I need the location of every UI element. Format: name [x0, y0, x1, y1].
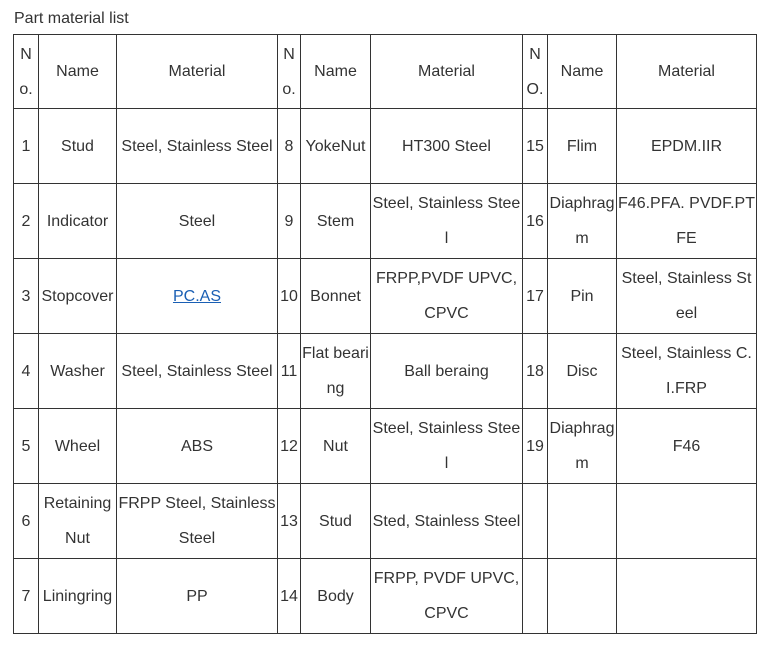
part-material: Sted, Stainless Steel	[371, 484, 523, 559]
header-name: Name	[39, 35, 117, 109]
part-material-table	[13, 34, 757, 634]
part-name: Flat bearing	[301, 334, 371, 409]
part-name: Bonnet	[301, 259, 371, 334]
header-material: Material	[617, 35, 757, 109]
part-material: Steel, Stainless Steel	[371, 184, 523, 259]
part-no: 1	[14, 109, 39, 184]
table-row	[14, 259, 757, 334]
part-no: 19	[523, 409, 548, 484]
table-row	[14, 484, 757, 559]
part-no: 13	[278, 484, 301, 559]
part-material: FRPP, PVDF UPVC, CPVC	[371, 559, 523, 634]
table-row	[14, 559, 757, 634]
part-material: Steel	[117, 184, 278, 259]
header-material: Material	[117, 35, 278, 109]
header-row	[14, 35, 757, 109]
part-material: FRPP,PVDF UPVC,CPVC	[371, 259, 523, 334]
empty-cell	[617, 484, 757, 559]
part-material	[117, 259, 278, 334]
part-no: 3	[14, 259, 39, 334]
part-material: Steel, Stainless Steel	[371, 409, 523, 484]
part-name: Stud	[301, 484, 371, 559]
part-name: Stopcover	[39, 259, 117, 334]
part-name: Nut	[301, 409, 371, 484]
part-name: Retaining Nut	[39, 484, 117, 559]
header-no: No.	[14, 35, 39, 109]
header-no: NO.	[523, 35, 548, 109]
part-material: HT300 Steel	[371, 109, 523, 184]
material-link-pc-as[interactable]: PC.AS	[172, 287, 221, 305]
part-name: Washer	[39, 334, 117, 409]
part-no: 14	[278, 559, 301, 634]
part-material: ABS	[117, 409, 278, 484]
part-no: 4	[14, 334, 39, 409]
empty-cell	[548, 484, 617, 559]
part-name: YokeNut	[301, 109, 371, 184]
part-no: 5	[14, 409, 39, 484]
part-name: Diaphragm	[548, 409, 617, 484]
empty-cell	[617, 559, 757, 634]
part-no: 12	[278, 409, 301, 484]
part-no: 7	[14, 559, 39, 634]
part-no: 9	[278, 184, 301, 259]
part-no: 8	[278, 109, 301, 184]
part-name: Indicator	[39, 184, 117, 259]
part-material: EPDM.IIR	[617, 109, 757, 184]
part-name: Disc	[548, 334, 617, 409]
table-row	[14, 334, 757, 409]
table-row	[14, 184, 757, 259]
part-name: Stem	[301, 184, 371, 259]
part-material: Steel, Stainless Steel	[117, 109, 278, 184]
part-name: Wheel	[39, 409, 117, 484]
header-material: Material	[371, 35, 523, 109]
empty-cell	[523, 484, 548, 559]
part-no: 17	[523, 259, 548, 334]
empty-cell	[548, 559, 617, 634]
part-material: Steel, Stainless C.I.FRP	[617, 334, 757, 409]
part-name: Flim	[548, 109, 617, 184]
part-no: 15	[523, 109, 548, 184]
part-no: 6	[14, 484, 39, 559]
part-material: Steel, Stainless Steel	[117, 334, 278, 409]
part-no: 2	[14, 184, 39, 259]
header-name: Name	[301, 35, 371, 109]
part-no: 11	[278, 334, 301, 409]
part-name: Stud	[39, 109, 117, 184]
part-no: 16	[523, 184, 548, 259]
part-no: 10	[278, 259, 301, 334]
part-material: Ball beraing	[371, 334, 523, 409]
part-name: Pin	[548, 259, 617, 334]
part-material: Steel, Stainless Steel	[617, 259, 757, 334]
part-name: Diaphragm	[548, 184, 617, 259]
part-material: FRPP Steel, Stainless Steel	[117, 484, 278, 559]
empty-cell	[523, 559, 548, 634]
part-name: Liningring	[39, 559, 117, 634]
part-material: F46.PFA. PVDF.PTFE	[617, 184, 757, 259]
table-row	[14, 409, 757, 484]
part-no: 18	[523, 334, 548, 409]
header-name: Name	[548, 35, 617, 109]
part-material: PP	[117, 559, 278, 634]
table-caption: Part material list	[14, 10, 129, 27]
header-no: No.	[278, 35, 301, 109]
part-name: Body	[301, 559, 371, 634]
table-row	[14, 109, 757, 184]
part-material: F46	[617, 409, 757, 484]
